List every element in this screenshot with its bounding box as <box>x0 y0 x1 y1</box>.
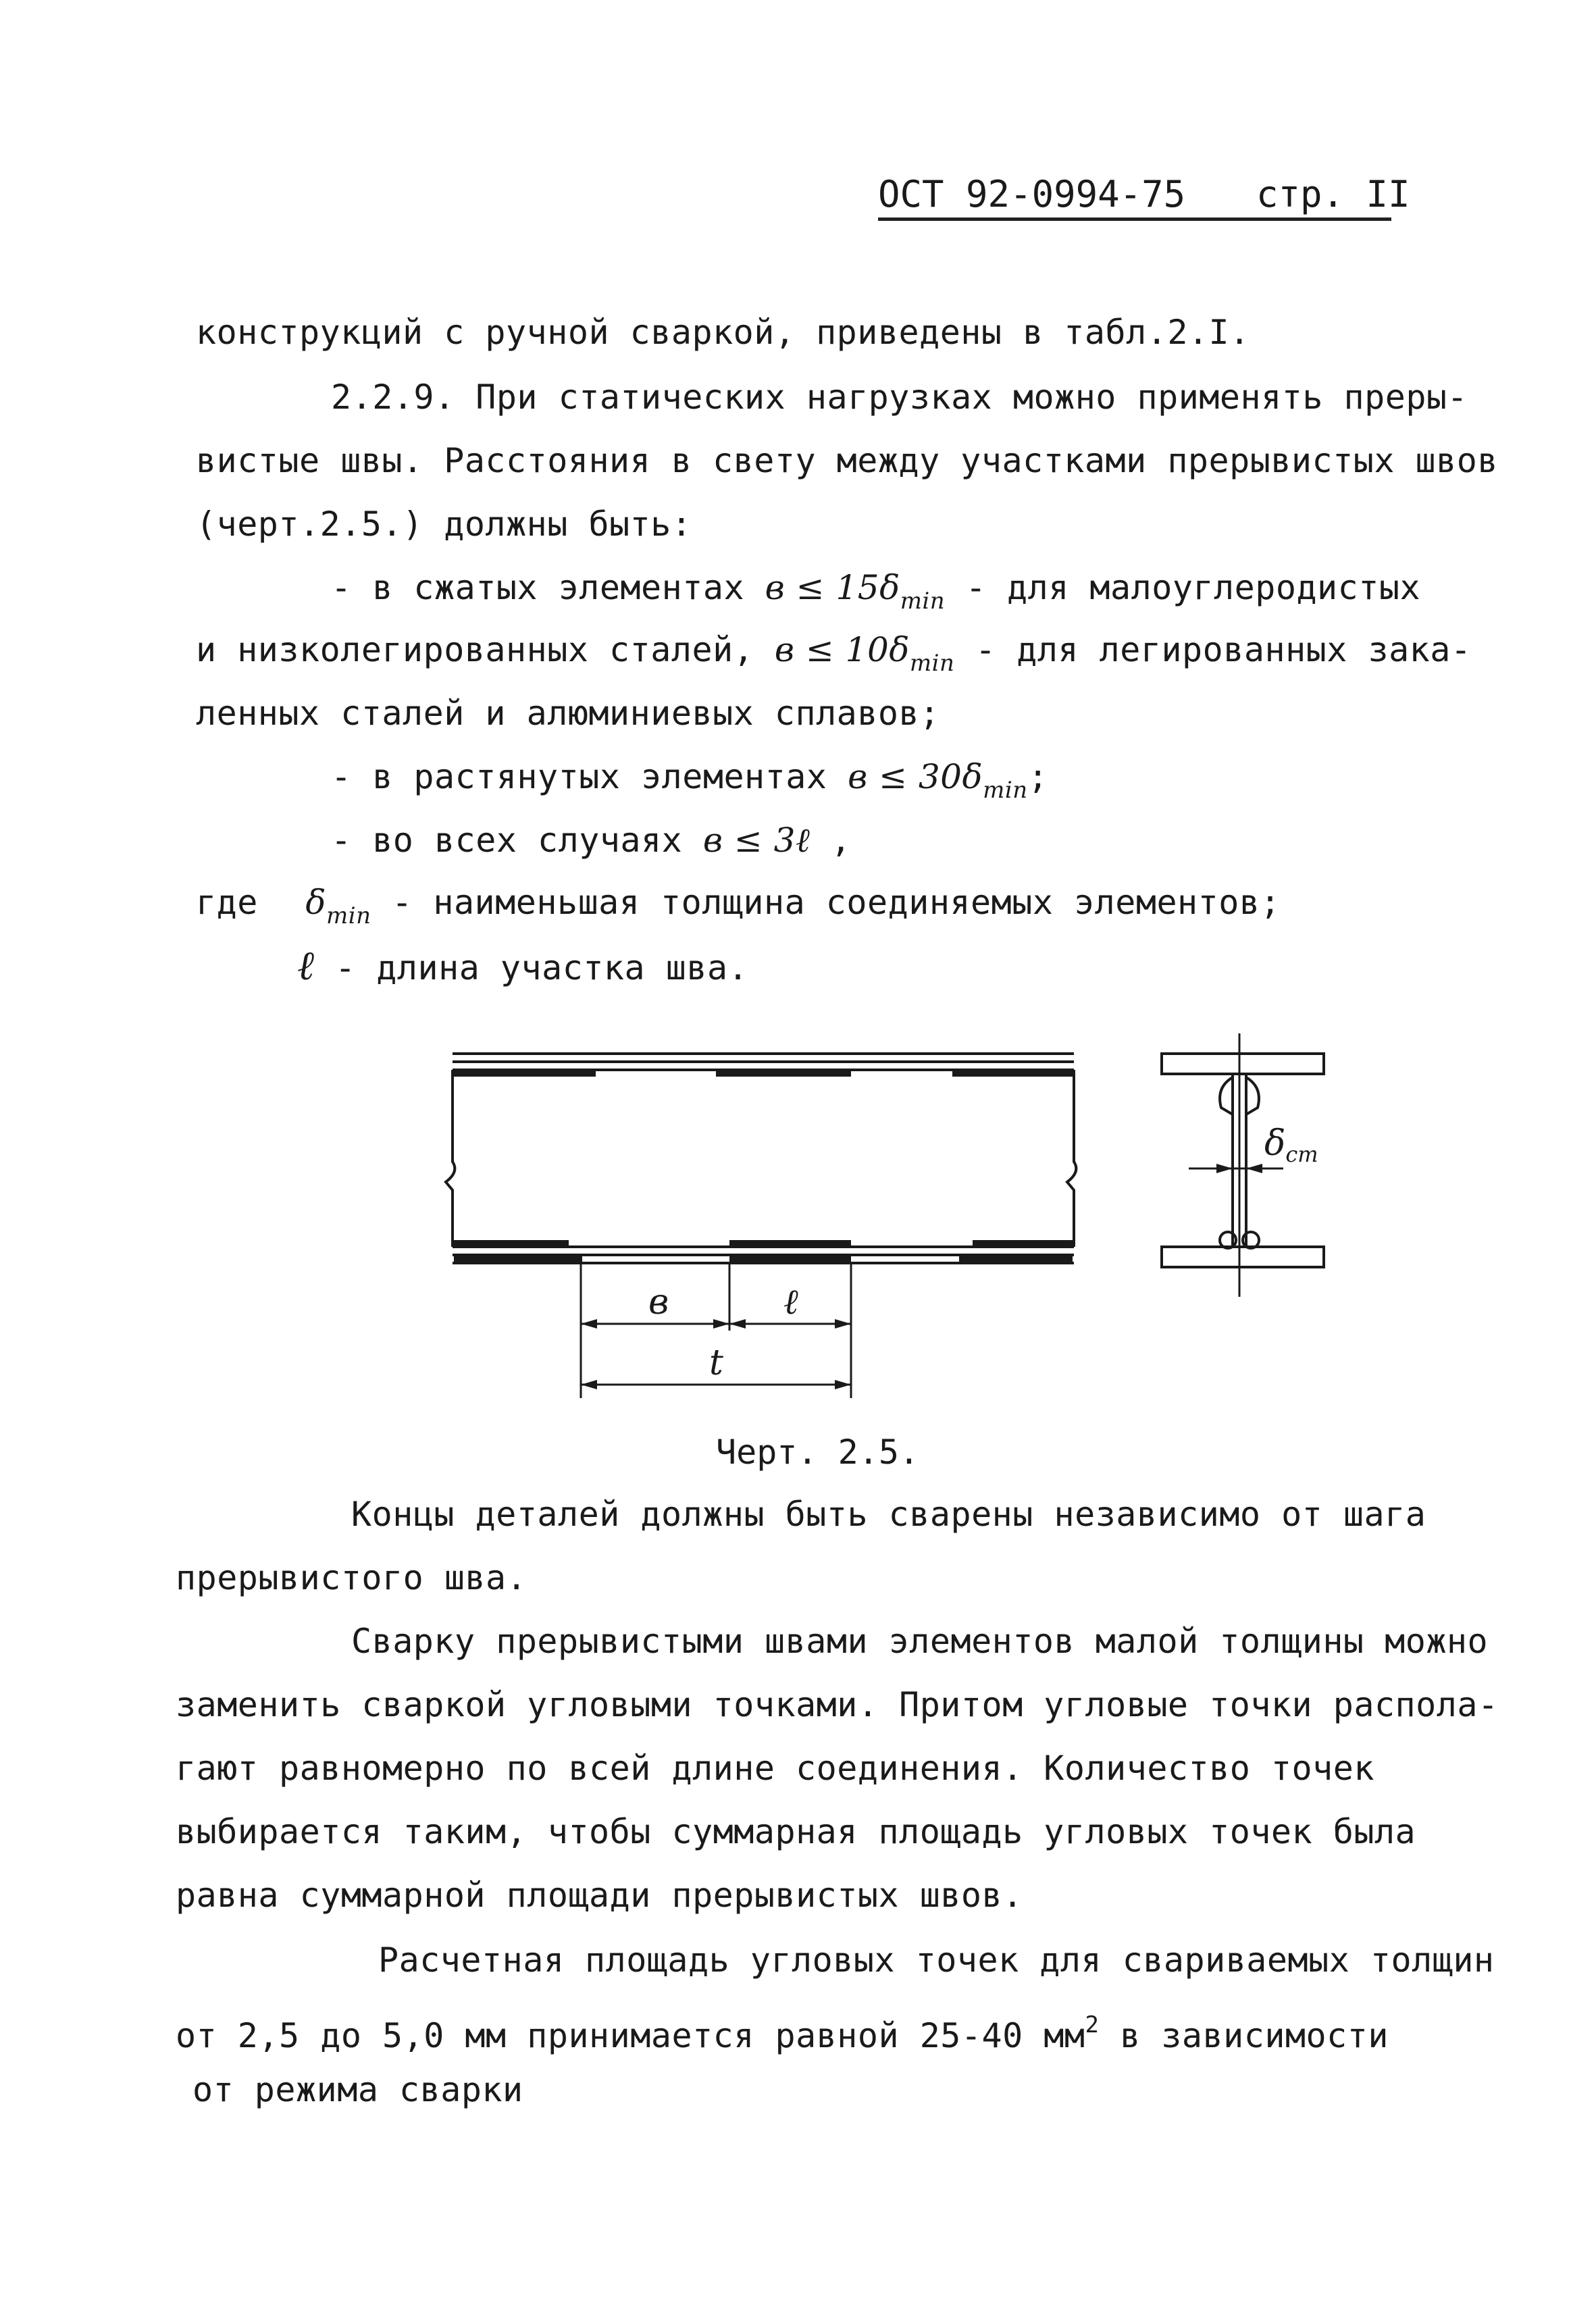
l-symbol: ℓ <box>297 942 315 989</box>
weld-segment <box>454 1240 569 1248</box>
arrowhead <box>713 1319 729 1329</box>
text-fragment: ; <box>1027 757 1049 796</box>
delta-symbol: δ <box>879 568 900 607</box>
delta-symbol: δ <box>305 883 327 922</box>
right-break-line <box>1067 1070 1076 1247</box>
weld-segment <box>729 1256 851 1263</box>
text-line-18: равна суммарной площади прерывистых швов. <box>176 1876 1023 1915</box>
text-line-3: вистые швы. Расстояния в свету между участками прерывистых швов <box>196 441 1498 480</box>
fillet-weld <box>1220 1077 1233 1114</box>
text-fragment: , <box>810 821 852 860</box>
text-fragment: в зависимости <box>1099 2016 1389 2055</box>
superscript: 2 <box>1085 2011 1100 2038</box>
document-code: ОСТ 92-0994-75 <box>878 173 1186 215</box>
text-line-20 <box>176 2005 1389 2056</box>
fillet-weld <box>1246 1077 1259 1114</box>
arrowhead <box>1216 1164 1233 1173</box>
text-line-16: гают равномерно по всей длине соединения. Количество точек <box>176 1749 1374 1788</box>
delta-symbol: δ <box>962 757 983 796</box>
text-line-1: конструкций с ручной сваркой, приведены в табл.2.I. <box>196 313 1250 352</box>
subscript: min <box>326 902 371 929</box>
weld-segment <box>454 1070 596 1077</box>
text-line-6 <box>196 629 1472 684</box>
text-line-7: ленных сталей и алюминиевых сплавов; <box>196 694 940 733</box>
figure-caption: Черт. 2.5. <box>716 1433 920 1472</box>
text-line-5 <box>331 567 1420 621</box>
weld-segment <box>973 1240 1073 1248</box>
thickness-label <box>1264 1123 1318 1167</box>
text-line-9 <box>331 820 852 860</box>
arrowhead <box>581 1380 597 1389</box>
formula-fragment: в ≤ 10 <box>774 630 890 669</box>
text-fragment: - для малоуглеродистых <box>945 568 1421 607</box>
text-line-2: 2.2.9. При статических нагрузках можно применять преры- <box>331 378 1468 417</box>
text-line-17: выбирается таким, чтобы суммарная площадь угловых точек была <box>176 1812 1416 1851</box>
dimension-label-l: ℓ <box>783 1282 798 1322</box>
weld-drawing <box>432 1013 1364 1432</box>
arrowhead <box>1246 1164 1262 1173</box>
text-line-12: Концы деталей должны быть сварены независимо от шага <box>351 1495 1426 1534</box>
arrowhead <box>729 1319 746 1329</box>
arrowhead <box>581 1319 597 1329</box>
text-fragment: где <box>196 883 258 922</box>
text-line-21: от режима сварки <box>192 2070 523 2109</box>
text-line-11 <box>297 942 749 989</box>
section-bottom-flange <box>1162 1247 1324 1267</box>
formula-fragment: в ≤ 3ℓ <box>702 821 810 860</box>
text-line-19: Расчетная площадь угловых точек для свариваемых толщин <box>378 1940 1495 1980</box>
subscript: min <box>909 650 955 677</box>
page-number: стр. II <box>1256 173 1410 215</box>
left-break-line <box>446 1070 455 1247</box>
text-line-10 <box>196 882 1281 936</box>
text-fragment: - в сжатых элементах <box>331 568 745 607</box>
text-fragment: - для легированных зака- <box>954 630 1472 669</box>
section-top-flange <box>1162 1054 1324 1074</box>
formula-fragment: в ≤ 30 <box>848 757 962 796</box>
text-fragment: и низколегированных сталей, <box>196 630 754 669</box>
delta-symbol: δ <box>1264 1123 1286 1164</box>
arrowhead <box>835 1319 851 1329</box>
weld-segment <box>729 1240 851 1248</box>
text-line-4: (черт.2.5.) должны быть: <box>196 505 692 544</box>
subscript: cm <box>1285 1141 1318 1167</box>
weld-segment <box>716 1070 851 1077</box>
formula-fragment: в ≤ 15 <box>765 568 880 607</box>
text-fragment: - во всех случаях <box>331 821 683 860</box>
text-line-14: Сварку прерывистыми швами элементов малой толщины можно <box>351 1622 1489 1661</box>
arrowhead <box>835 1380 851 1389</box>
text-fragment: - длина участка шва. <box>314 948 749 987</box>
subscript: min <box>900 588 946 615</box>
weld-segment <box>454 1256 582 1263</box>
dimension-label-b: в <box>648 1282 669 1322</box>
text-fragment: от 2,5 до 5,0 мм принимается равной 25-40 мм <box>176 2016 1085 2055</box>
text-line-13: прерывистого шва. <box>176 1558 527 1597</box>
subscript: min <box>983 777 1028 804</box>
weld-segment <box>959 1256 1073 1263</box>
dimension-label-t: t <box>709 1343 723 1383</box>
header-underline <box>878 217 1391 221</box>
text-line-8 <box>331 756 1048 811</box>
delta-symbol: δ <box>889 630 910 669</box>
text-fragment: - в растянутых элементах <box>331 757 827 796</box>
weld-segment <box>952 1070 1073 1077</box>
text-line-15: заменить сваркой угловыми точками. Притом угловые точки распола- <box>176 1685 1499 1724</box>
text-fragment: - наименьшая толщина соединяемых элементов; <box>371 883 1281 922</box>
